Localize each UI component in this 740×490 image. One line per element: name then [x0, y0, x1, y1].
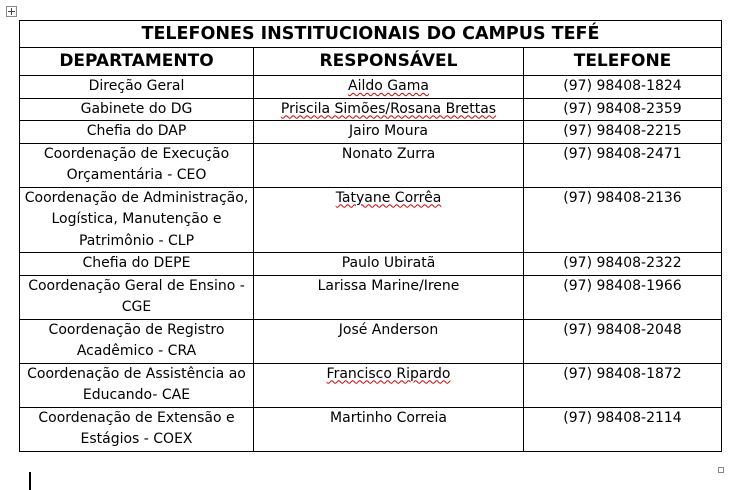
- header-responsible: RESPONSÁVEL: [254, 48, 524, 76]
- department-cell: Gabinete do DG: [20, 98, 254, 121]
- phone-cell: (97) 98408-2359: [524, 98, 722, 121]
- header-phone: TELEFONE: [524, 48, 722, 76]
- phone-cell: (97) 98408-2136: [524, 187, 722, 253]
- phone-cell: (97) 98408-1824: [524, 76, 722, 99]
- responsible-cell: José Anderson: [254, 319, 524, 363]
- table-title: TELEFONES INSTITUCIONAIS DO CAMPUS TEFÉ: [20, 21, 722, 48]
- text-cursor: [29, 472, 31, 490]
- phone-cell: (97) 98408-2114: [524, 407, 722, 451]
- department-cell: Chefia do DAP: [20, 121, 254, 144]
- department-cell: Coordenação de Registro Acadêmico - CRA: [20, 319, 254, 363]
- table-resize-handle-icon[interactable]: [718, 467, 724, 473]
- responsible-cell: Tatyane Corrêa: [254, 187, 524, 253]
- phone-cell: (97) 98408-2322: [524, 253, 722, 276]
- phone-cell: (97) 98408-2215: [524, 121, 722, 144]
- responsible-cell: Aildo Gama: [254, 76, 524, 99]
- department-cell: Coordenação de Extensão e Estágios - COEX: [20, 407, 254, 451]
- table-row: [20, 253, 722, 276]
- table-row: [20, 76, 722, 99]
- department-cell: Coordenação de Assistência ao Educando- CAE: [20, 363, 254, 407]
- phone-cell: (97) 98408-1966: [524, 275, 722, 319]
- table-row: [20, 363, 722, 407]
- table-row: [20, 143, 722, 187]
- table-row: [20, 187, 722, 253]
- responsible-cell: Francisco Ripardo: [254, 363, 524, 407]
- department-cell: Coordenação de Execução Orçamentária - CEO: [20, 143, 254, 187]
- phone-cell: (97) 98408-1872: [524, 363, 722, 407]
- responsible-cell: Larissa Marine/Irene: [254, 275, 524, 319]
- department-cell: Chefia do DEPE: [20, 253, 254, 276]
- phone-cell: (97) 98408-2048: [524, 319, 722, 363]
- phone-directory-table: [19, 20, 722, 452]
- responsible-cell: Martinho Correia: [254, 407, 524, 451]
- phone-cell: (97) 98408-2471: [524, 143, 722, 187]
- table-row: [20, 319, 722, 363]
- table-row: [20, 121, 722, 144]
- department-cell: Coordenação de Administração, Logística, Manutenção e Patrimônio - CLP: [20, 187, 254, 253]
- responsible-cell: Priscila Simões/Rosana Brettas: [254, 98, 524, 121]
- header-department: DEPARTAMENTO: [20, 48, 254, 76]
- department-cell: Direção Geral: [20, 76, 254, 99]
- responsible-cell: Paulo Ubiratã: [254, 253, 524, 276]
- table-row: [20, 275, 722, 319]
- table-move-handle-icon[interactable]: [6, 6, 17, 17]
- responsible-cell: Nonato Zurra: [254, 143, 524, 187]
- responsible-cell: Jairo Moura: [254, 121, 524, 144]
- title-row: [20, 21, 722, 48]
- header-row: [20, 48, 722, 76]
- table-row: [20, 407, 722, 451]
- department-cell: Coordenação Geral de Ensino - CGE: [20, 275, 254, 319]
- table-row: [20, 98, 722, 121]
